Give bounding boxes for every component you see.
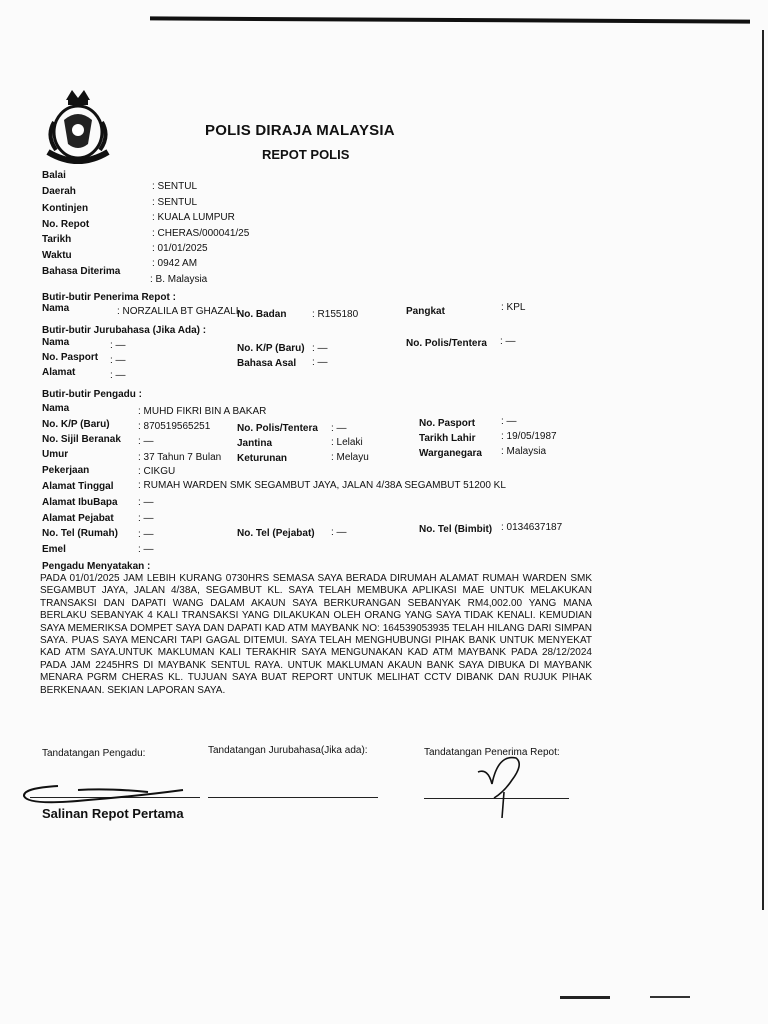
interpreter-address-label: Alamat: [42, 367, 76, 378]
complainant-kp-label: No. K/P (Baru): [42, 419, 110, 430]
complainant-citizen-value: : Malaysia: [501, 446, 547, 457]
label-waktu: Waktu: [42, 250, 72, 261]
value-kontinjen: : KUALA LUMPUR: [152, 212, 235, 223]
label-kontinjen: Kontinjen: [42, 203, 89, 214]
complainant-gender-label: Jantina: [237, 438, 273, 449]
signature-complainant-label: Tandatangan Pengadu:: [42, 748, 146, 759]
interpreter-kp-value: : —: [312, 343, 328, 354]
value-bahasa-diterima: : B. Malaysia: [150, 274, 208, 285]
complainant-police-value: : —: [331, 423, 347, 434]
label-tarikh: Tarikh: [42, 234, 72, 245]
interpreter-passport-value: : —: [110, 355, 126, 366]
receiver-name-label: Nama: [42, 303, 70, 314]
complainant-age-value: : 37 Tahun 7 Bulan: [138, 452, 222, 463]
complainant-home-value: : RUMAH WARDEN SMK SEGAMBUT JAYA, JALAN 4/38A SEGAMBUT 51200 KL: [138, 480, 506, 491]
complainant-parents-value: : —: [138, 497, 154, 508]
value-daerah: : SENTUL: [152, 197, 198, 208]
label-no-repot: No. Repot: [42, 219, 90, 230]
complainant-email-value: : —: [138, 544, 154, 555]
interpreter-passport-label: No. Pasport: [42, 352, 99, 363]
complainant-name-value: : MUHD FIKRI BIN A BAKAR: [138, 406, 267, 417]
interpreter-lang-value: : —: [312, 357, 328, 368]
complainant-parents-label: Alamat IbuBapa: [42, 497, 118, 508]
complainant-job-value: : CIKGU: [138, 466, 176, 477]
interpreter-police-label: No. Polis/Tentera: [406, 338, 487, 349]
complainant-tel-home-value: : —: [138, 529, 154, 540]
scan-edge-top: [150, 16, 750, 23]
complainant-birthcert-value: : —: [138, 436, 154, 447]
complainant-tel-mobile-value: : 0134637187: [501, 522, 563, 533]
complainant-office-value: : —: [138, 513, 154, 524]
label-daerah: Daerah: [42, 186, 76, 197]
receiver-signature-image: [468, 750, 538, 822]
footer-copy-label: Salinan Repot Pertama: [42, 806, 184, 821]
receiver-rank-label: Pangkat: [406, 306, 445, 317]
complainant-passport-label: No. Pasport: [419, 418, 476, 429]
complainant-tel-mobile-label: No. Tel (Bimbit): [419, 524, 493, 535]
complainant-signature-image: [18, 778, 188, 808]
label-balai: Balai: [42, 170, 66, 181]
complainant-kp-value: : 870519565251: [138, 421, 211, 432]
value-balai: : SENTUL: [152, 181, 198, 192]
complainant-gender-value: : Lelaki: [331, 437, 363, 448]
complainant-dob-value: : 19/05/1987: [501, 431, 557, 442]
interpreter-name-label: Nama: [42, 337, 70, 348]
complainant-age-label: Umur: [42, 449, 69, 460]
complainant-tel-office-value: : —: [331, 527, 347, 538]
document-title: POLIS DIRAJA MALAYSIA: [205, 122, 395, 139]
scan-edge-bottom: [560, 996, 610, 999]
scan-edge-bottom-2: [650, 996, 690, 998]
complainant-tel-office-label: No. Tel (Pejabat): [237, 528, 315, 539]
interpreter-lang-label: Bahasa Asal: [237, 358, 297, 369]
value-no-repot: : CHERAS/000041/25: [152, 228, 250, 239]
complainant-police-label: No. Polis/Tentera: [237, 423, 318, 434]
signature-receiver-label: Tandatangan Penerima Repot:: [424, 747, 560, 758]
complainant-race-value: : Melayu: [331, 452, 369, 463]
complainant-birthcert-label: No. Sijil Beranak: [42, 434, 121, 445]
interpreter-police-value: : —: [500, 336, 516, 347]
receiver-badge-label: No. Badan: [237, 309, 287, 320]
complainant-name-label: Nama: [42, 403, 70, 414]
complainant-email-label: Emel: [42, 544, 66, 555]
receiver-name-value: : NORZALILA BT GHAZALI: [117, 306, 239, 317]
complainant-race-label: Keturunan: [237, 453, 287, 464]
value-tarikh: : 01/01/2025: [152, 243, 208, 254]
pdrm-crest-logo: [38, 86, 118, 172]
interpreter-address-value: : —: [110, 370, 126, 381]
complainant-tel-home-label: No. Tel (Rumah): [42, 528, 118, 539]
complainant-job-label: Pekerjaan: [42, 465, 90, 476]
complainant-office-label: Alamat Pejabat: [42, 513, 114, 524]
receiver-heading: Butir-butir Penerima Repot :: [42, 292, 176, 303]
complainant-dob-label: Tarikh Lahir: [419, 433, 476, 444]
scan-edge-right: [762, 30, 764, 910]
receiver-badge-value: : R155180: [312, 309, 359, 320]
document-subtitle: REPOT POLIS: [262, 147, 350, 162]
interpreter-heading: Butir-butir Jurubahasa (Jika Ada) :: [42, 325, 207, 336]
label-bahasa-diterima: Bahasa Diterima: [42, 266, 121, 277]
interpreter-kp-label: No. K/P (Baru): [237, 343, 305, 354]
receiver-rank-value: : KPL: [501, 302, 526, 313]
complainant-passport-value: : —: [501, 416, 517, 427]
interpreter-name-value: : —: [110, 340, 126, 351]
complainant-citizen-label: Warganegara: [419, 448, 482, 459]
complainant-home-label: Alamat Tinggal: [42, 481, 114, 492]
value-waktu: : 0942 AM: [152, 258, 198, 269]
complainant-heading: Butir-butir Pengadu :: [42, 389, 142, 400]
statement-heading: Pengadu Menyatakan :: [42, 561, 151, 572]
signature-line-interpreter: [208, 797, 378, 798]
signature-interpreter-label: Tandatangan Jurubahasa(Jika ada):: [208, 745, 368, 756]
statement-text: PADA 01/01/2025 JAM LEBIH KURANG 0730HRS SEMASA SAYA BERADA DIRUMAH ALAMAT RUMAH WARDEN SMK SEGAMBUT JAYA, JALAN 4/38A, SEGAMBUT KL. SAYA TELAH MEMBUKA APLIKASI MAE UNTUK MELAKUKAN TRANSAKSI DAN DAPATI WANG DALAM AKAUN SAYA BERKURANGAN SEBANYAK RM4,002.00 YANG MANA BERLAKU SEBANYAK 4 KALI TRANSAKSI YANG DILAKUKAN OLEH ORANG YANG SAYA TIDAK KENALI. KEMUDIAN SAYA MEMERIKSA DOMPET SAYA DAN DAPATI KAD ATM MAYBANK NO: 164539053935 TELAH HILANG DARI SIMPAN SAYA. PUAS SAYA MENCARI TAPI GAGAL DITEMUI. SAYA TELAH MENGHUBUNGI PIHAK BANK UNTUK MENYEKAT KAD ATM SAYA.UNTUK MAKLUMAN KALI TERAKHIR SAYA MENGUNAKAN KAD ATM MAYBANK PADA 28/12/2024 PADA JAM 2245HRS DI MAYBANK SENTUL RAYA. UNTUK MAKLUMAN AKAUN BANK SAYA DIBUKA DI MAYBANK MENARA PGRM CHERAS KL. TUJUAN SAYA BUAT REPORT UNTUK MELIHAT CCTV DIBANK DAN RUJUK PIHAK BERKENAAN. SEKIAN LAPORAN SAYA.: [40, 573, 592, 696]
